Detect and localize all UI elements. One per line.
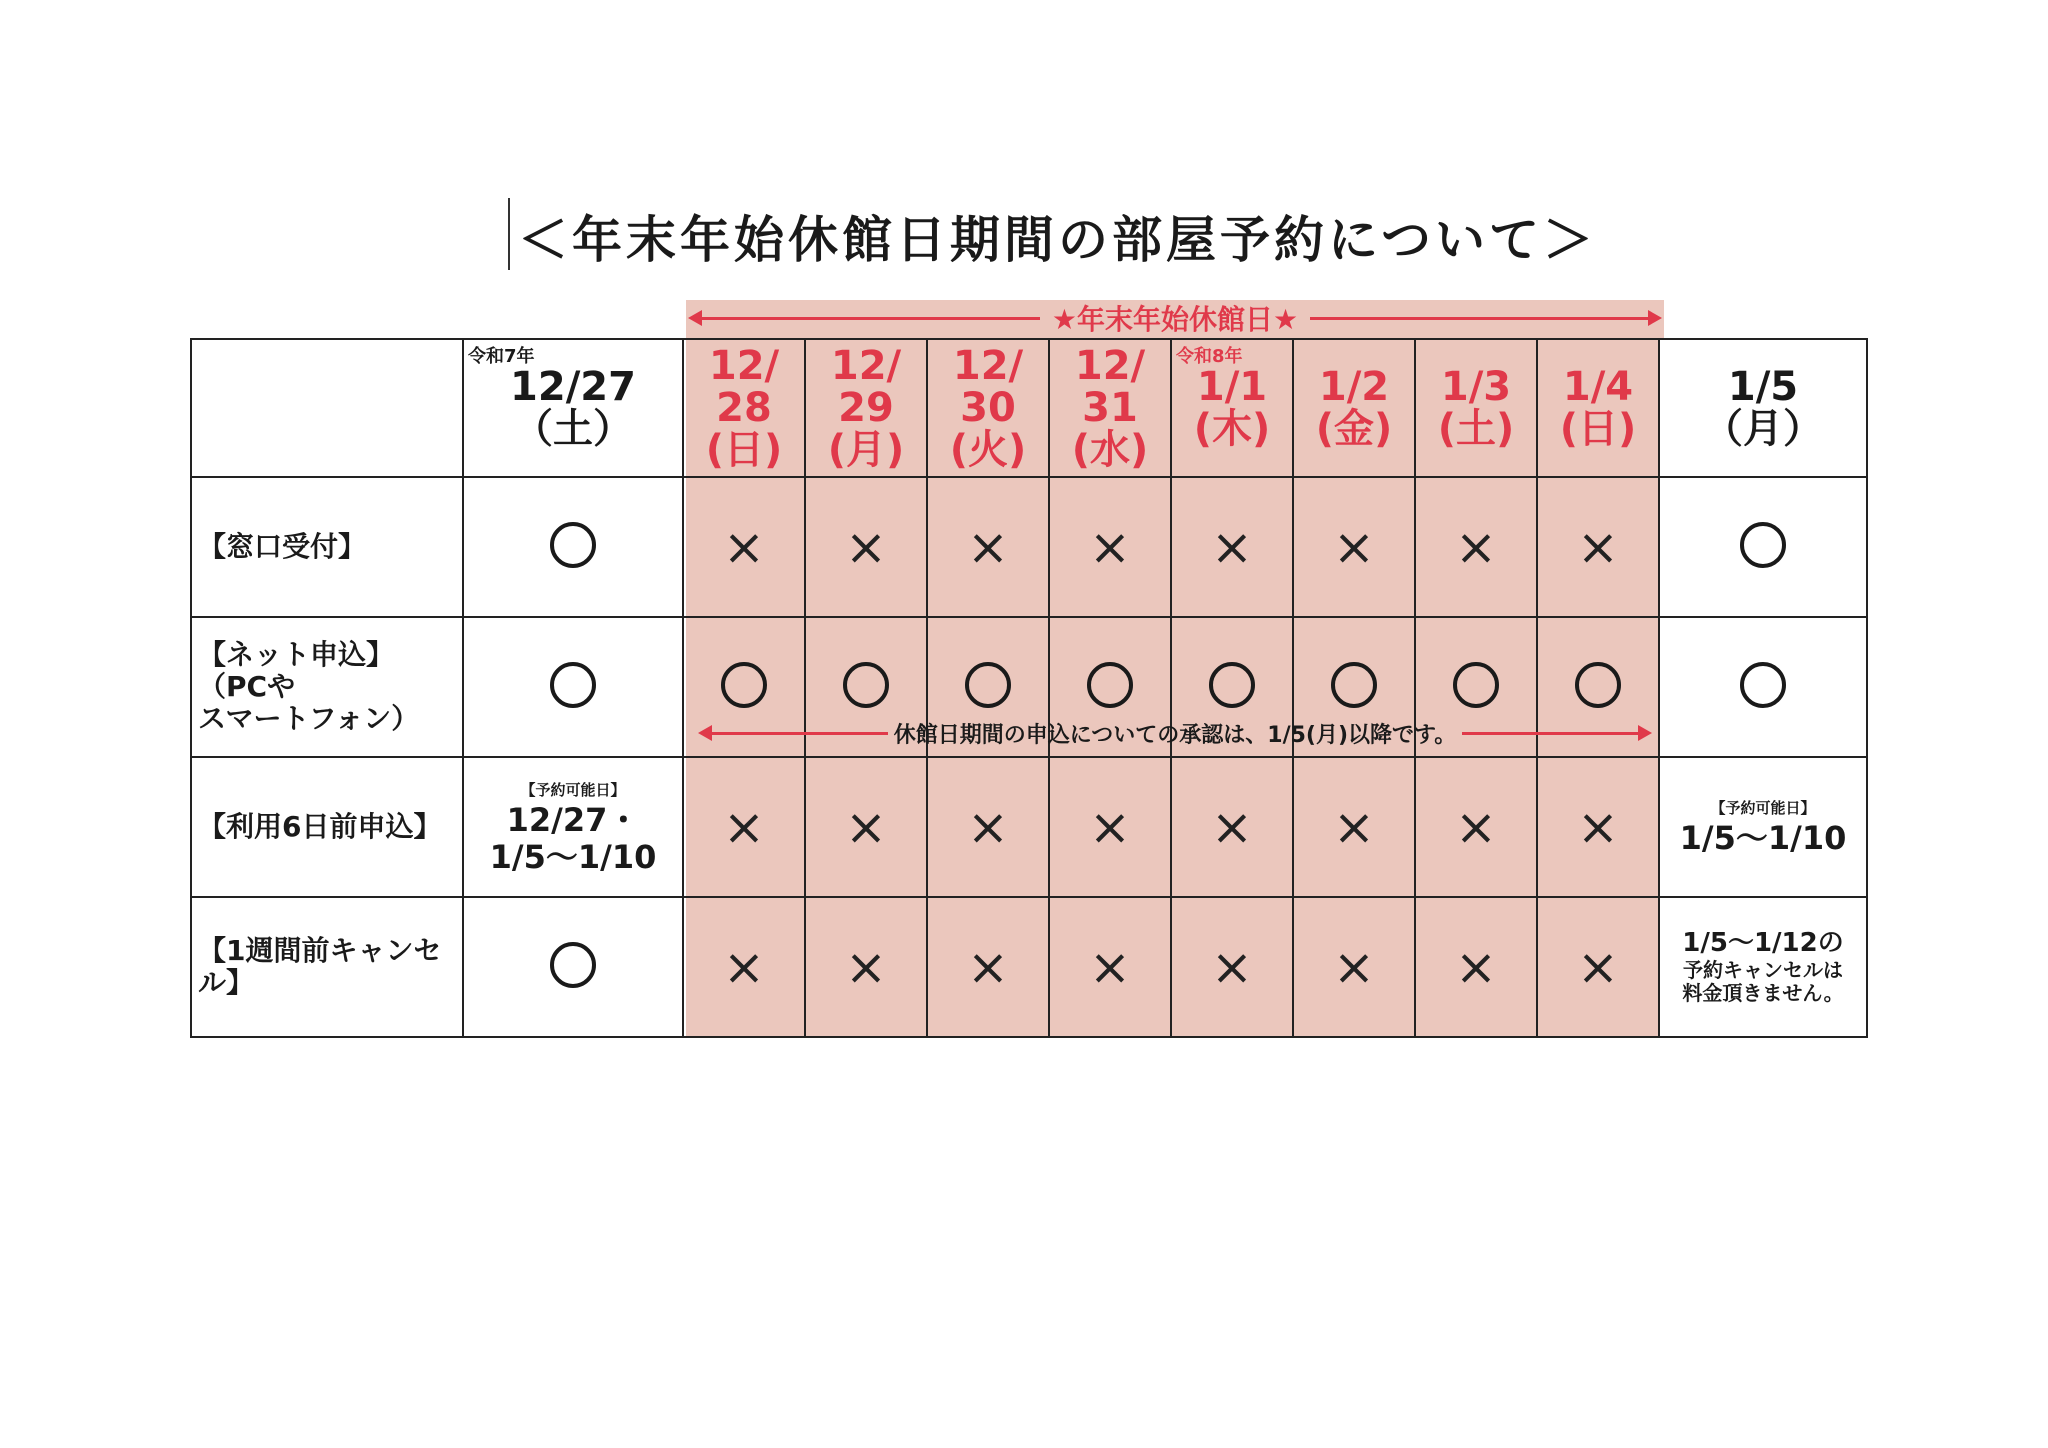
unavailable-cross-icon: × [845, 518, 887, 576]
status-cell [683, 757, 805, 897]
header-row [191, 339, 1867, 477]
title-divider [508, 198, 510, 270]
unavailable-cross-icon: × [1455, 938, 1497, 996]
status-cell [1049, 617, 1171, 757]
status-cell [1049, 757, 1171, 897]
status-cell [463, 617, 683, 757]
status-cell [805, 757, 927, 897]
date-label: 12/ 30 (火) [949, 343, 1027, 473]
status-cell [1049, 897, 1171, 1037]
date-header-cell [1415, 339, 1537, 477]
date-header-cell [463, 339, 683, 477]
status-cell [805, 897, 927, 1037]
table-row [191, 617, 1867, 757]
unavailable-cross-icon: × [967, 518, 1009, 576]
status-cell [927, 897, 1049, 1037]
date-label: 12/ 29 (月) [827, 343, 905, 473]
table-row [191, 477, 1867, 617]
available-circle-icon [550, 942, 596, 988]
status-cell [1415, 477, 1537, 617]
available-circle-icon [1209, 662, 1255, 708]
date-label: 1/5 （月） [1703, 364, 1823, 452]
available-circle-icon [1331, 662, 1377, 708]
unavailable-cross-icon: × [845, 798, 887, 856]
banner-arrow-right-icon [1310, 317, 1652, 320]
available-circle-icon [1740, 662, 1786, 708]
available-circle-icon [721, 662, 767, 708]
unavailable-cross-icon: × [1577, 798, 1619, 856]
unavailable-cross-icon: × [1455, 798, 1497, 856]
status-cell [1415, 897, 1537, 1037]
status-cell [805, 617, 927, 757]
status-cell [805, 477, 927, 617]
unavailable-cross-icon: × [967, 938, 1009, 996]
era-label: 令和7年 [468, 346, 535, 367]
status-cell [1293, 757, 1415, 897]
date-header-cell [1049, 339, 1171, 477]
holiday-banner [686, 300, 1664, 336]
status-cell [1537, 617, 1659, 757]
unavailable-cross-icon: × [1333, 798, 1375, 856]
date-label: 12/27 （土） [510, 364, 636, 452]
corner-cell [191, 339, 463, 477]
date-header-cell [927, 339, 1049, 477]
unavailable-cross-icon: × [723, 798, 765, 856]
unavailable-cross-icon: × [1211, 938, 1253, 996]
unavailable-cross-icon: × [1455, 518, 1497, 576]
row-label: 【利用6日前申込】 [191, 757, 463, 897]
unavailable-cross-icon: × [1333, 938, 1375, 996]
page-title: ＜年末年始休館日期間の部屋予約について＞ [518, 211, 1597, 269]
available-circle-icon [550, 662, 596, 708]
date-label: 12/ 28 (日) [705, 343, 783, 473]
status-cell [1171, 617, 1293, 757]
status-cell [1171, 897, 1293, 1037]
row-label: 【窓口受付】 [191, 477, 463, 617]
available-dates-value: 12/27・ 1/5～1/10 [489, 800, 657, 876]
status-cell [1293, 617, 1415, 757]
date-header-cell [805, 339, 927, 477]
unavailable-cross-icon: × [1089, 798, 1131, 856]
status-cell [1537, 477, 1659, 617]
date-header-cell [1293, 339, 1415, 477]
unavailable-cross-icon: × [1089, 518, 1131, 576]
status-cell [1415, 757, 1537, 897]
status-cell [1537, 897, 1659, 1037]
status-cell [1049, 477, 1171, 617]
table-row [191, 757, 1867, 897]
unavailable-cross-icon: × [845, 938, 887, 996]
available-circle-icon [1740, 522, 1786, 568]
reservation-table [190, 338, 1868, 1038]
table-row [191, 897, 1867, 1037]
date-header-cell [1171, 339, 1293, 477]
cancel-note-dates: 1/5～1/12の [1682, 928, 1844, 959]
date-header-cell [1537, 339, 1659, 477]
date-label: 1/4 (日) [1559, 364, 1637, 452]
unavailable-cross-icon: × [1089, 938, 1131, 996]
available-dates-label: 【予約可能日】 [520, 780, 626, 799]
status-cell [1659, 617, 1867, 757]
status-cell [1171, 477, 1293, 617]
status-cell [1293, 477, 1415, 617]
available-dates-value: 1/5～1/10 [1679, 819, 1847, 858]
status-cell [927, 477, 1049, 617]
banner-label: ★年末年始休館日★ [1051, 303, 1299, 336]
unavailable-cross-icon: × [1211, 518, 1253, 576]
unavailable-cross-icon: × [1333, 518, 1375, 576]
date-label: 1/2 (金) [1315, 364, 1393, 452]
unavailable-cross-icon: × [967, 798, 1009, 856]
status-cell [927, 617, 1049, 757]
status-cell [683, 477, 805, 617]
date-label: 12/ 31 (水) [1071, 343, 1149, 473]
status-cell [1171, 757, 1293, 897]
banner-arrow-left-icon [698, 317, 1040, 320]
row-label: 【1週間前キャンセ ル】 [191, 897, 463, 1037]
status-cell [463, 757, 683, 897]
unavailable-cross-icon: × [1577, 518, 1619, 576]
era-label: 令和8年 [1176, 346, 1243, 367]
status-cell [1415, 617, 1537, 757]
status-cell [463, 477, 683, 617]
date-label: 1/1 (木) [1193, 364, 1271, 452]
unavailable-cross-icon: × [1577, 938, 1619, 996]
cancel-note-text: 予約キャンセルは 料金頂きません。 [1682, 957, 1844, 1005]
status-cell [463, 897, 683, 1037]
date-label: 1/3 (土) [1437, 364, 1515, 452]
available-circle-icon [1575, 662, 1621, 708]
date-header-cell [683, 339, 805, 477]
available-circle-icon [550, 522, 596, 568]
available-circle-icon [965, 662, 1011, 708]
available-circle-icon [1453, 662, 1499, 708]
status-cell [1293, 897, 1415, 1037]
status-cell [683, 617, 805, 757]
cancel-note [1660, 929, 1866, 1005]
status-cell [927, 757, 1049, 897]
status-cell [1537, 757, 1659, 897]
status-cell [683, 897, 805, 1037]
status-cell [1659, 477, 1867, 617]
unavailable-cross-icon: × [723, 518, 765, 576]
status-cell [1659, 757, 1867, 897]
available-dates-label: 【予約可能日】 [1710, 799, 1816, 818]
available-circle-icon [843, 662, 889, 708]
approval-note-text: 休館日期間の申込についての承認は、1/5(月)以降です。 [893, 722, 1457, 748]
unavailable-cross-icon: × [1211, 798, 1253, 856]
unavailable-cross-icon: × [723, 938, 765, 996]
row-label: 【ネット申込】 （PCや スマートフォン） [191, 617, 463, 757]
available-circle-icon [1087, 662, 1133, 708]
status-cell [1659, 897, 1867, 1037]
date-header-cell [1659, 339, 1867, 477]
